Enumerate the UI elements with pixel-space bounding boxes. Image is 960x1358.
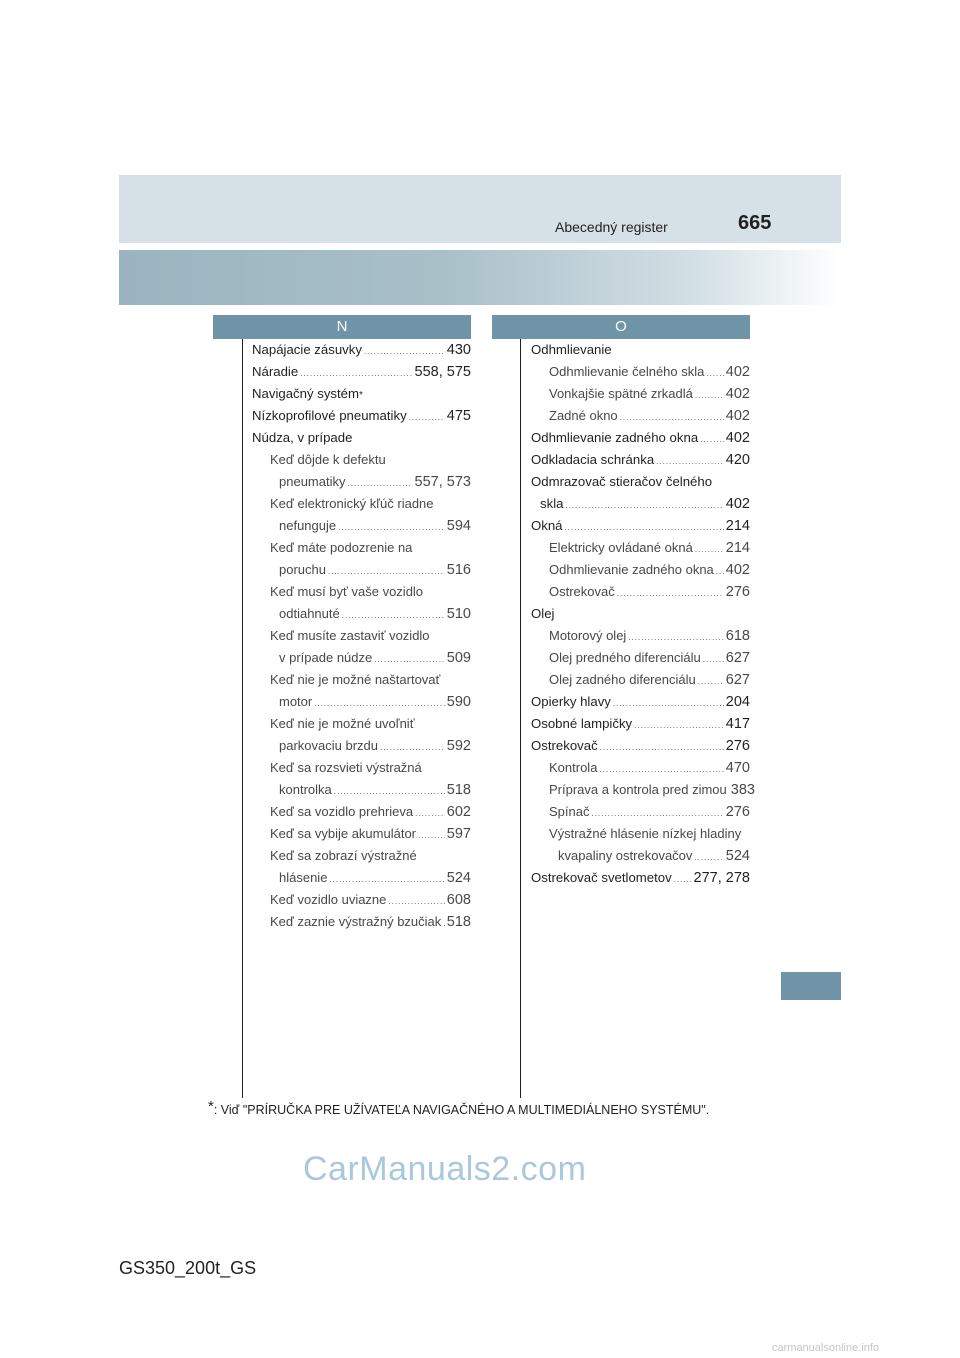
dot-leader (700, 429, 724, 451)
footnote-mark: * (208, 1098, 214, 1115)
dot-leader (300, 363, 412, 385)
index-entry-pages: 383 (730, 782, 755, 798)
index-entry-text: Odhmlievanie zadného okna (549, 562, 714, 577)
index-entry (252, 339, 471, 361)
index-entry (531, 823, 750, 845)
index-entry-text: Okná (531, 518, 563, 533)
index-entry-pages: 402 (725, 430, 750, 446)
dot-leader (409, 407, 445, 429)
index-entry (531, 383, 750, 405)
header-band (119, 175, 841, 243)
index-entry-text: Napájacie zásuvky (252, 342, 362, 357)
page-number: 665 (738, 212, 772, 234)
index-entry-text: Vonkajšie spätné zrkadlá (549, 386, 693, 401)
index-entry-text: Keď máte podozrenie na (270, 540, 413, 555)
index-entry-pages: 204 (725, 694, 750, 710)
index-entry (531, 757, 750, 779)
index-entry-pages: 402 (725, 562, 750, 578)
index-entry-pages: 470 (725, 760, 750, 776)
index-entry (531, 559, 750, 581)
index-entry-text: Odmrazovač stieračov čelného (531, 474, 713, 489)
index-entry-text: skla (540, 496, 564, 511)
dot-leader (415, 803, 445, 825)
index-entry-pages: 524 (725, 848, 750, 864)
index-entry-text: Keď sa rozsvieti výstražná (270, 760, 422, 775)
dot-leader (628, 627, 723, 649)
index-entry-pages: 402 (725, 408, 750, 424)
dot-leader (613, 693, 724, 715)
index-entry-text: nefunguje (279, 518, 337, 533)
dot-leader (328, 561, 445, 583)
index-entry (531, 845, 750, 867)
index-entry-pages: 592 (446, 738, 471, 754)
dot-leader (656, 451, 724, 473)
index-column-n (252, 339, 471, 933)
index-entry-text: Keď musí byť vaše vozidlo (270, 584, 424, 599)
index-entry (252, 911, 471, 933)
dot-leader (634, 715, 724, 737)
index-entry-text: Keď nie je možné uvoľniť (270, 716, 415, 731)
index-entry-pages: 276 (725, 804, 750, 820)
index-entry (531, 427, 750, 449)
index-entry-text: Keď sa zobrazí výstražné (270, 848, 417, 863)
dot-leader (599, 759, 723, 781)
index-entry-text: Núdza, v prípade (252, 430, 353, 445)
dot-leader (591, 803, 723, 825)
index-entry-text: Výstražné hlásenie nízkej hladiny (549, 826, 742, 841)
footnote-text: : Viď "PRÍRUČKA PRE UŽÍVATEĽA NAVIGAČNÉHO A MULTIMEDIÁLNEHO SYSTÉMU". (213, 1103, 710, 1117)
index-entry-text: Odhmlievanie zadného okna (531, 430, 699, 445)
dot-leader (674, 869, 692, 891)
index-entry-pages: 590 (446, 694, 471, 710)
footnote (208, 1098, 709, 1117)
index-entry (252, 515, 471, 537)
index-entry (252, 603, 471, 625)
index-entry (252, 669, 471, 691)
index-entry-text: kvapaliny ostrekovačov (558, 848, 693, 863)
index-entry-pages: 420 (725, 452, 750, 468)
index-entry (252, 757, 471, 779)
index-entry-pages: 510 (446, 606, 471, 622)
index-entry (252, 471, 471, 493)
index-entry-pages: 430 (446, 342, 471, 358)
index-entry (252, 647, 471, 669)
index-entry-text: Keď zaznie výstražný bzučiak (270, 914, 442, 929)
column-divider-left (242, 339, 243, 1098)
dot-leader (620, 407, 724, 429)
index-entry-pages: 627 (725, 672, 750, 688)
decorative-gradient-band (119, 250, 841, 305)
index-entry (531, 625, 750, 647)
index-entry-pages: 402 (725, 386, 750, 402)
index-entry-text: Keď sa vybije akumulátor (270, 826, 417, 841)
dot-leader (600, 737, 724, 759)
dot-leader (443, 913, 445, 935)
index-entry-text: kontrolka (279, 782, 332, 797)
index-entry-text: Ostrekovač (531, 738, 598, 753)
dot-leader (418, 825, 445, 847)
index-entry-text: Kontrola (549, 760, 598, 775)
dot-leader (314, 693, 445, 715)
index-entry-pages: 518 (446, 914, 471, 930)
index-entry (531, 493, 750, 515)
index-entry-pages: 417 (725, 716, 750, 732)
index-entry-pages: 475 (446, 408, 471, 424)
index-entry (252, 691, 471, 713)
letter-heading-n: N (213, 315, 471, 339)
index-entry (252, 449, 471, 471)
index-entry (252, 713, 471, 735)
index-entry-pages: 516 (446, 562, 471, 578)
index-entry-text: pneumatiky (279, 474, 346, 489)
column-divider-middle (520, 339, 521, 1098)
index-entry (531, 537, 750, 559)
index-entry-text: v prípade núdze (279, 650, 373, 665)
index-entry-text: motor (279, 694, 313, 709)
index-entry-text: Ostrekovač (549, 584, 615, 599)
index-entry (531, 779, 755, 801)
dot-leader (694, 847, 723, 869)
index-entry (531, 339, 750, 361)
dot-leader (565, 495, 723, 517)
watermark: CarManuals2.com (303, 1150, 587, 1188)
index-entry-text: Olej zadného diferenciálu (549, 672, 696, 687)
index-entry-text: Motorový olej (549, 628, 627, 643)
index-entry (531, 669, 750, 691)
dot-leader (342, 605, 445, 627)
index-entry-text: Keď nie je možné naštartovať (270, 672, 441, 687)
index-entry-pages: 608 (446, 892, 471, 908)
index-entry-text: Spínač (549, 804, 590, 819)
dot-leader (388, 891, 444, 913)
letter-heading-o: O (492, 315, 750, 339)
index-entry-text: Odhmlievanie čelného skla (549, 364, 705, 379)
index-entry-text: Osobné lampičky (531, 716, 633, 731)
dot-leader (347, 473, 412, 495)
chapter-thumb-tab (781, 972, 841, 1000)
index-entry (252, 735, 471, 757)
index-entry-pages: 557, 573 (414, 474, 471, 490)
index-entry (531, 713, 750, 735)
index-entry (531, 801, 750, 823)
index-entry-pages: 276 (725, 738, 750, 754)
site-mark: carmanualsonline.info (772, 1342, 880, 1354)
index-entry-text: Odkladacia schránka (531, 452, 655, 467)
index-entry (252, 427, 471, 449)
index-entry (252, 625, 471, 647)
index-entry-pages: 558, 575 (414, 364, 471, 380)
index-entry (531, 691, 750, 713)
index-entry-pages: 594 (446, 518, 471, 534)
index-entry (252, 361, 471, 383)
index-entry-text: Opierky hlavy (531, 694, 611, 709)
index-entry (531, 581, 750, 603)
model-code: GS350_200t_GS (119, 1258, 257, 1278)
index-entry (252, 889, 471, 911)
index-entry-text: odtiahnuté (279, 606, 340, 621)
index-entry-text: Keď sa vozidlo prehrieva (270, 804, 414, 819)
index-entry-text: Olej predného diferenciálu (549, 650, 701, 665)
index-entry (531, 647, 750, 669)
index-entry-text: hlásenie (279, 870, 328, 885)
index-entry (531, 867, 750, 889)
index-entry-text: Olej (531, 606, 555, 621)
index-entry-text: Keď elektronický kľúč riadne (270, 496, 434, 511)
index-entry (531, 449, 750, 471)
dot-leader (716, 561, 724, 583)
dot-leader (329, 869, 444, 891)
index-entry-pages: 627 (725, 650, 750, 666)
index-entry (252, 559, 471, 581)
index-entry-text: Keď dôjde k defektu (270, 452, 386, 467)
index-entry-pages: 214 (725, 540, 750, 556)
index-entry (252, 405, 471, 427)
dot-leader (374, 649, 445, 671)
index-entry (531, 405, 750, 427)
index-entry-text: Keď vozidlo uviazne (270, 892, 387, 907)
index-entry-text: parkovaciu brzdu (279, 738, 378, 753)
section-title: Abecedný register (555, 219, 668, 235)
index-entry (252, 493, 471, 515)
index-entry (252, 823, 471, 845)
dot-leader (695, 385, 724, 407)
index-entry (252, 867, 471, 889)
index-entry-pages: 214 (725, 518, 750, 534)
dot-leader (338, 517, 445, 539)
index-entry-pages: 524 (446, 870, 471, 886)
dot-leader (695, 539, 724, 561)
index-entry (252, 581, 471, 603)
index-entry-pages: 597 (446, 826, 471, 842)
index-entry-pages: 518 (446, 782, 471, 798)
index-entry-text: Príprava a kontrola pred zimou (549, 782, 727, 797)
index-entry (531, 735, 750, 757)
index-entry (252, 845, 471, 867)
dot-leader (703, 649, 724, 671)
dot-leader (617, 583, 724, 605)
index-entry-text: poruchu (279, 562, 326, 577)
dot-leader (380, 737, 445, 759)
dot-leader (698, 671, 724, 693)
index-entry-pages: 509 (446, 650, 471, 666)
dot-leader (565, 517, 724, 539)
index-entry (531, 603, 750, 625)
index-entry-text: Navigačný systém (252, 386, 360, 401)
index-entry-pages: 602 (446, 804, 471, 820)
index-entry-text: Náradie (252, 364, 299, 379)
index-entry (531, 471, 750, 493)
index-entry (531, 361, 750, 383)
index-entry (252, 779, 471, 801)
index-entry-pages: 618 (725, 628, 750, 644)
index-entry-text: Ostrekovač svetlometov (531, 870, 672, 885)
dot-leader (364, 341, 445, 363)
index-entry-text: Zadné okno (549, 408, 618, 423)
index-entry-text: Odhmlievanie (531, 342, 612, 357)
index-entry: Navigačný systém * (252, 383, 471, 405)
index-entry-text: Nízkoprofilové pneumatiky (252, 408, 407, 423)
index-column-o (531, 339, 755, 889)
index-entry-pages: 402 (725, 496, 750, 512)
dot-leader (334, 781, 445, 803)
index-entry (252, 537, 471, 559)
dot-leader (706, 363, 723, 385)
index-entry (531, 515, 750, 537)
index-entry-text: Elektricky ovládané okná (549, 540, 693, 555)
index-entry (252, 801, 471, 823)
index-entry-pages: 277, 278 (693, 870, 750, 886)
index-entry-text: Keď musíte zastaviť vozidlo (270, 628, 430, 643)
index-entry-pages: 402 (725, 364, 750, 380)
index-entry-pages: 276 (725, 584, 750, 600)
